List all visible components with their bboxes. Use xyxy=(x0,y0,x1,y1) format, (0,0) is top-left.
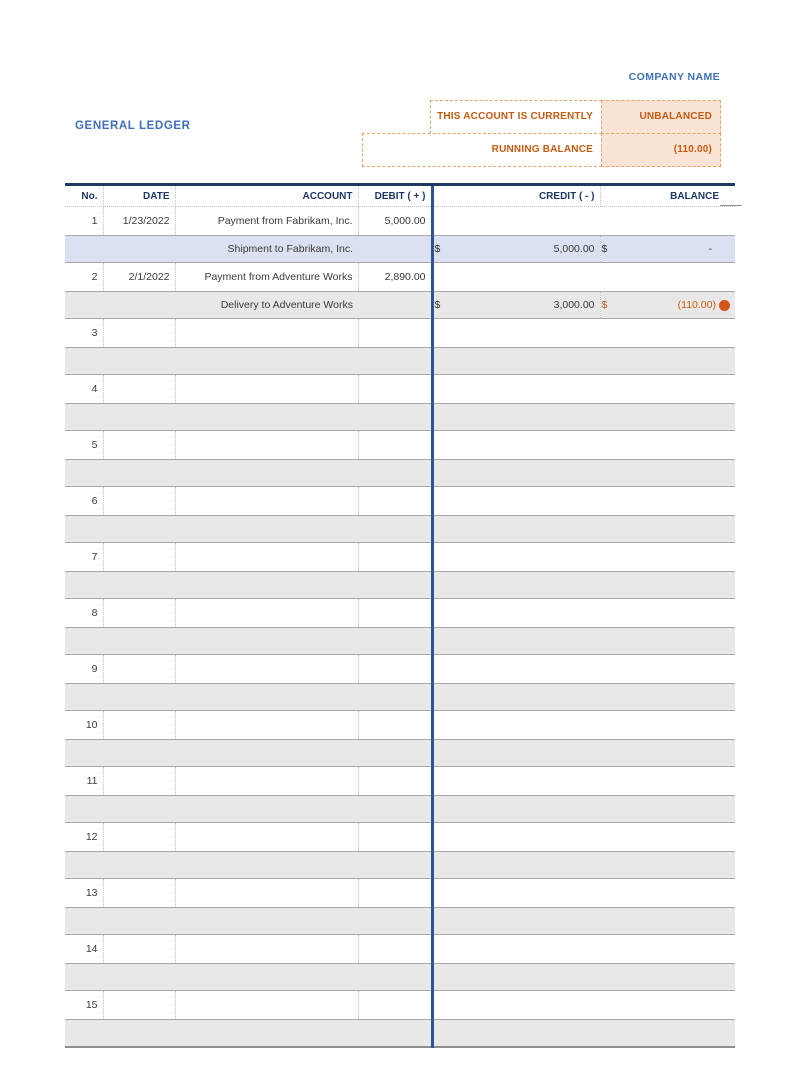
ledger-description-row xyxy=(65,460,735,487)
cell-no-blank[interactable] xyxy=(65,404,103,431)
cell-debit[interactable]: 5,000.00 xyxy=(358,207,432,236)
cell-debit[interactable]: 2,890.00 xyxy=(358,263,432,292)
cell-description[interactable] xyxy=(175,460,358,487)
ledger-description-row xyxy=(65,516,735,543)
ledger-entry-row xyxy=(65,599,735,628)
cell-description[interactable] xyxy=(175,628,358,655)
ledger-description-row xyxy=(65,684,735,711)
cell-credit-amount[interactable] xyxy=(432,628,600,655)
cell-account[interactable] xyxy=(175,879,358,908)
cell-debit[interactable] xyxy=(358,655,432,684)
ledger-description-row xyxy=(65,628,735,655)
ledger-description-row xyxy=(65,348,735,375)
cell-no[interactable]: 14 xyxy=(65,935,103,964)
cell-credit-amount[interactable] xyxy=(432,684,600,711)
cell-no-blank[interactable] xyxy=(65,684,103,711)
column-header-credit: CREDIT ( - ) xyxy=(432,185,600,207)
cell-balance-blank[interactable] xyxy=(600,823,735,852)
ledger-description-row xyxy=(65,964,735,991)
cell-debit-blank[interactable] xyxy=(358,404,432,431)
cell-credit-blank[interactable] xyxy=(432,767,600,796)
cell-date[interactable] xyxy=(103,711,175,740)
ledger-description-row xyxy=(65,572,735,599)
cell-debit-blank[interactable] xyxy=(358,572,432,599)
cell-debit[interactable] xyxy=(358,879,432,908)
cell-date[interactable] xyxy=(103,599,175,628)
cell-balance-blank[interactable] xyxy=(600,711,735,740)
cell-debit-blank[interactable] xyxy=(358,460,432,487)
cell-credit-amount[interactable] xyxy=(432,1020,600,1048)
cell-date[interactable]: 1/23/2022 xyxy=(103,207,175,236)
cell-debit[interactable] xyxy=(358,935,432,964)
cell-date-blank[interactable] xyxy=(103,852,175,879)
cell-debit[interactable] xyxy=(358,543,432,572)
cell-balance-blank[interactable] xyxy=(600,207,735,236)
cell-debit-blank[interactable] xyxy=(358,628,432,655)
cell-balance-amount[interactable] xyxy=(600,516,735,543)
ledger-description-row xyxy=(65,908,735,935)
cell-account[interactable] xyxy=(175,543,358,572)
cell-debit[interactable] xyxy=(358,375,432,404)
ledger-description-row xyxy=(65,292,735,319)
cell-no[interactable]: 6 xyxy=(65,487,103,516)
ledger-entry-row xyxy=(65,655,735,684)
cell-credit-amount[interactable] xyxy=(432,908,600,935)
cell-debit-blank[interactable] xyxy=(358,348,432,375)
cell-credit-blank[interactable] xyxy=(432,487,600,516)
cell-date[interactable] xyxy=(103,991,175,1020)
cell-debit-blank[interactable] xyxy=(358,684,432,711)
cell-credit-blank[interactable] xyxy=(432,655,600,684)
cell-credit-amount[interactable] xyxy=(432,348,600,375)
cell-description[interactable] xyxy=(175,572,358,599)
ledger-entry-row xyxy=(65,543,735,572)
cell-credit-blank[interactable] xyxy=(432,263,600,292)
cell-debit-blank[interactable] xyxy=(358,740,432,767)
cell-no-blank[interactable] xyxy=(65,348,103,375)
cell-date-blank[interactable] xyxy=(103,348,175,375)
cell-debit-blank[interactable] xyxy=(358,1020,432,1048)
ledger-entry-row xyxy=(65,767,735,796)
cell-date[interactable] xyxy=(103,431,175,460)
cell-date[interactable] xyxy=(103,375,175,404)
cell-credit-blank[interactable] xyxy=(432,935,600,964)
cell-credit-blank[interactable] xyxy=(432,207,600,236)
cell-date[interactable] xyxy=(103,319,175,348)
cell-credit-amount[interactable] xyxy=(432,572,600,599)
cell-balance-blank[interactable] xyxy=(600,543,735,572)
cell-no[interactable]: 5 xyxy=(65,431,103,460)
cell-account[interactable] xyxy=(175,935,358,964)
cell-date[interactable] xyxy=(103,767,175,796)
cell-balance-amount[interactable] xyxy=(600,740,735,767)
cell-no-blank[interactable] xyxy=(65,516,103,543)
cell-description[interactable] xyxy=(175,740,358,767)
ledger-entry-row xyxy=(65,207,735,236)
cell-account[interactable] xyxy=(175,319,358,348)
ledger-entry-row xyxy=(65,823,735,852)
cell-credit-amount[interactable] xyxy=(432,404,600,431)
cell-no-blank[interactable] xyxy=(65,908,103,935)
cell-no[interactable]: 10 xyxy=(65,711,103,740)
cell-description[interactable] xyxy=(175,404,358,431)
cell-balance-blank[interactable] xyxy=(600,263,735,292)
cell-account[interactable] xyxy=(175,599,358,628)
cell-balance-blank[interactable] xyxy=(600,431,735,460)
cell-balance-blank[interactable] xyxy=(600,935,735,964)
cell-description[interactable] xyxy=(175,964,358,991)
cell-no[interactable]: 15 xyxy=(65,991,103,1020)
ledger-table-body xyxy=(65,207,735,1048)
ledger-entry-row xyxy=(65,711,735,740)
cell-no-blank[interactable] xyxy=(65,740,103,767)
cell-credit-blank[interactable] xyxy=(432,375,600,404)
cell-balance-blank[interactable] xyxy=(600,599,735,628)
ledger-entry-row xyxy=(65,991,735,1020)
ledger-entry-row xyxy=(65,431,735,460)
page-title: GENERAL LEDGER xyxy=(75,120,191,132)
running-balance-value: (110.00) xyxy=(601,133,721,167)
cell-date-blank[interactable] xyxy=(103,572,175,599)
cell-description[interactable]: Shipment to Fabrikam, Inc. xyxy=(175,236,358,263)
cell-credit-blank[interactable] xyxy=(432,711,600,740)
ledger-entry-row xyxy=(65,263,735,292)
cell-balance-amount[interactable] xyxy=(600,404,735,431)
ledger-description-row xyxy=(65,796,735,823)
credit-currency-symbol: $ xyxy=(434,299,441,311)
unbalanced-indicator-icon xyxy=(719,300,730,311)
ledger-entry-row xyxy=(65,319,735,348)
cell-debit-blank[interactable] xyxy=(358,852,432,879)
ledger-entry-row xyxy=(65,879,735,908)
cell-account[interactable]: Payment from Fabrikam, Inc. xyxy=(175,207,358,236)
cell-account[interactable] xyxy=(175,487,358,516)
column-header-no: No. xyxy=(65,185,103,207)
cell-balance-blank[interactable] xyxy=(600,767,735,796)
credit-amount: 3,000.00 xyxy=(553,299,595,311)
cell-description[interactable] xyxy=(175,516,358,543)
cell-account[interactable] xyxy=(175,655,358,684)
balance-currency-symbol: $ xyxy=(601,243,608,255)
cell-balance-amount[interactable] xyxy=(600,684,735,711)
cell-date[interactable]: 2/1/2022 xyxy=(103,263,175,292)
cell-no-blank[interactable] xyxy=(65,852,103,879)
cell-no[interactable]: 2 xyxy=(65,263,103,292)
cell-date-blank[interactable] xyxy=(103,1020,175,1048)
cell-description[interactable] xyxy=(175,348,358,375)
cell-balance-amount[interactable] xyxy=(600,348,735,375)
ledger-description-row xyxy=(65,1020,735,1048)
cell-debit-blank[interactable] xyxy=(358,516,432,543)
account-status-value: UNBALANCED xyxy=(601,100,721,134)
balance-currency-symbol: $ xyxy=(601,299,608,311)
cell-balance-amount[interactable] xyxy=(600,460,735,487)
column-header-date: DATE xyxy=(103,185,175,207)
cell-date[interactable] xyxy=(103,823,175,852)
ledger-description-row xyxy=(65,852,735,879)
ledger-description-row xyxy=(65,404,735,431)
cell-no[interactable]: 8 xyxy=(65,599,103,628)
cell-date-blank[interactable] xyxy=(103,292,175,319)
cell-no-blank[interactable] xyxy=(65,628,103,655)
cell-credit-blank[interactable] xyxy=(432,879,600,908)
cell-debit-blank[interactable] xyxy=(358,796,432,823)
cell-debit[interactable] xyxy=(358,487,432,516)
cell-balance-amount[interactable] xyxy=(600,236,735,263)
cell-no-blank[interactable] xyxy=(65,796,103,823)
cell-debit-blank[interactable] xyxy=(358,964,432,991)
cell-debit-blank[interactable] xyxy=(358,908,432,935)
cell-no[interactable]: 12 xyxy=(65,823,103,852)
cell-no[interactable]: 3 xyxy=(65,319,103,348)
balance-amount: (110.00) xyxy=(677,299,716,311)
cell-account[interactable]: Payment from Adventure Works xyxy=(175,263,358,292)
cell-no-blank[interactable] xyxy=(65,292,103,319)
cell-date-blank[interactable] xyxy=(103,236,175,263)
cell-balance-amount[interactable] xyxy=(600,908,735,935)
cell-balance-blank[interactable] xyxy=(600,879,735,908)
cell-balance-amount[interactable] xyxy=(600,852,735,879)
cell-credit-blank[interactable] xyxy=(432,543,600,572)
cell-credit-amount[interactable] xyxy=(432,740,600,767)
cell-balance-amount[interactable] xyxy=(600,1020,735,1048)
cell-date-blank[interactable] xyxy=(103,964,175,991)
cell-balance-amount[interactable] xyxy=(600,796,735,823)
ledger-header-row xyxy=(65,185,735,207)
cell-description[interactable] xyxy=(175,852,358,879)
cell-account[interactable] xyxy=(175,375,358,404)
cell-description[interactable] xyxy=(175,684,358,711)
cell-balance-blank[interactable] xyxy=(600,991,735,1020)
cell-balance-blank[interactable] xyxy=(600,655,735,684)
cell-no-blank[interactable] xyxy=(65,460,103,487)
ledger-description-row xyxy=(65,740,735,767)
cell-debit[interactable] xyxy=(358,431,432,460)
cell-no-blank[interactable] xyxy=(65,572,103,599)
cell-balance-amount[interactable] xyxy=(600,964,735,991)
cell-balance-blank[interactable] xyxy=(600,487,735,516)
cell-description[interactable] xyxy=(175,908,358,935)
cell-description[interactable] xyxy=(175,796,358,823)
cell-no[interactable]: 7 xyxy=(65,543,103,572)
credit-amount: 5,000.00 xyxy=(553,243,595,255)
column-header-debit: DEBIT ( + ) xyxy=(358,185,432,207)
cell-balance-blank[interactable] xyxy=(600,319,735,348)
cell-no-blank[interactable] xyxy=(65,964,103,991)
cell-description[interactable]: Delivery to Adventure Works xyxy=(175,292,358,319)
cell-no-blank[interactable] xyxy=(65,236,103,263)
ledger-entry-row xyxy=(65,375,735,404)
cell-account[interactable] xyxy=(175,823,358,852)
cell-credit-blank[interactable] xyxy=(432,431,600,460)
cell-credit-amount[interactable] xyxy=(432,964,600,991)
account-status-label: THIS ACCOUNT IS CURRENTLY xyxy=(430,100,602,134)
cell-credit-blank[interactable] xyxy=(432,599,600,628)
cell-date-blank[interactable] xyxy=(103,796,175,823)
cell-no-blank[interactable] xyxy=(65,1020,103,1048)
ledger-entry-row xyxy=(65,487,735,516)
cell-credit-amount[interactable] xyxy=(432,796,600,823)
cell-debit[interactable] xyxy=(358,599,432,628)
cell-account[interactable] xyxy=(175,711,358,740)
company-name-placeholder[interactable]: COMPANY NAME xyxy=(628,71,720,83)
cell-date[interactable] xyxy=(103,487,175,516)
cell-date[interactable] xyxy=(103,543,175,572)
ledger-entry-row xyxy=(65,935,735,964)
cell-debit[interactable] xyxy=(358,319,432,348)
cell-balance-amount[interactable] xyxy=(600,572,735,599)
cell-credit-blank[interactable] xyxy=(432,991,600,1020)
cell-credit-amount[interactable] xyxy=(432,460,600,487)
cell-account[interactable] xyxy=(175,767,358,796)
cell-credit-amount[interactable] xyxy=(432,852,600,879)
ledger-table xyxy=(65,183,735,1048)
cell-date-blank[interactable] xyxy=(103,516,175,543)
cell-date-blank[interactable] xyxy=(103,628,175,655)
cell-date-blank[interactable] xyxy=(103,908,175,935)
cell-no[interactable]: 13 xyxy=(65,879,103,908)
running-balance-label: RUNNING BALANCE xyxy=(362,133,602,167)
cell-description[interactable] xyxy=(175,1020,358,1048)
cell-credit-amount[interactable] xyxy=(432,292,600,319)
cell-date-blank[interactable] xyxy=(103,740,175,767)
cell-debit[interactable] xyxy=(358,991,432,1020)
cell-date-blank[interactable] xyxy=(103,460,175,487)
cell-date[interactable] xyxy=(103,655,175,684)
cell-date-blank[interactable] xyxy=(103,404,175,431)
column-header-balance: BALANCE xyxy=(600,185,735,207)
cell-date[interactable] xyxy=(103,879,175,908)
cell-balance-blank[interactable] xyxy=(600,375,735,404)
cell-no[interactable]: 4 xyxy=(65,375,103,404)
cell-credit-amount[interactable] xyxy=(432,236,600,263)
cell-account[interactable] xyxy=(175,991,358,1020)
cell-debit-blank[interactable] xyxy=(358,292,432,319)
credit-currency-symbol: $ xyxy=(434,243,441,255)
cell-credit-blank[interactable] xyxy=(432,319,600,348)
cell-date-blank[interactable] xyxy=(103,684,175,711)
cell-debit[interactable] xyxy=(358,767,432,796)
cell-no[interactable]: 11 xyxy=(65,767,103,796)
cell-date[interactable] xyxy=(103,935,175,964)
balance-amount: - xyxy=(708,243,712,255)
cell-no[interactable]: 9 xyxy=(65,655,103,684)
column-header-account: ACCOUNT xyxy=(175,185,358,207)
cell-credit-amount[interactable] xyxy=(432,516,600,543)
cell-account[interactable] xyxy=(175,431,358,460)
cell-debit-blank[interactable] xyxy=(358,236,432,263)
cell-no[interactable]: 1 xyxy=(65,207,103,236)
cell-debit[interactable] xyxy=(358,711,432,740)
cell-balance-amount[interactable] xyxy=(600,292,735,319)
ledger-description-row xyxy=(65,236,735,263)
cell-credit-blank[interactable] xyxy=(432,823,600,852)
cell-balance-amount[interactable] xyxy=(600,628,735,655)
cell-debit[interactable] xyxy=(358,823,432,852)
